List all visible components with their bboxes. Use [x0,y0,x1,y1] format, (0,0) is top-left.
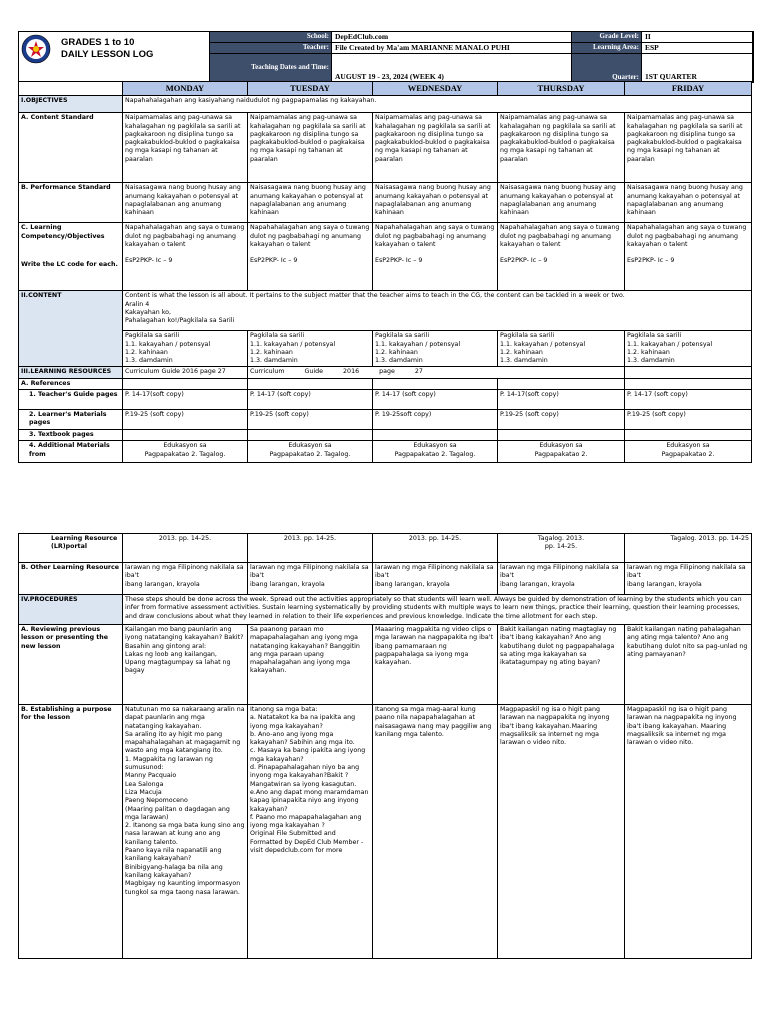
teacher-guide-cell: P. 14-17 (soft copy) [373,390,498,410]
dates-label: Teaching Dates and Time: [210,53,332,82]
establishing-label: B. Establishing a purpose for the lesson [19,705,123,959]
lc-code-note: Write the LC code for each. [21,260,118,268]
additional-materials-cell: Edukasyon sa Pagpapakatao 2. [498,441,625,463]
quarter-value: 1ST QUARTER [642,53,754,82]
header-title-line2: DAILY LESSON LOG [61,48,154,60]
content-topic-cell: Pagkilala sa sarili 1.1. kakayahan / potensyal 1.2. kahinaan 1.3. damdamin [248,331,373,367]
content-topic-cell: Pagkilala sa sarili 1.1. kakayahan / potensyal 1.2. kahinaan 1.3. damdamin [123,331,248,367]
content-topic-cell: Pagkilala sa sarili 1.1. kakayahan / potensyal 1.2. kahinaan 1.3. damdamin [625,331,752,367]
header-info-table [209,31,754,83]
content-standard-label: A. Content Standard [19,113,123,183]
procedures-text: These steps should be done across the week. Spread out the activities appropriately so that students will learn well. Always be guided by demonstration of learning by the students which you can infer from formative assessment activities. Sustain learning systematically by providing students with multiple ways to learn new things, practice their learning, question their learning processes, and draw conclusions about what they learned in relation to their life experiences and previous knowledge. Indicate the time allotment for each step. [123,595,752,625]
procedures-label: IV.PROCEDURES [19,595,123,625]
references-label: A. References [19,378,123,389]
competency-cell: Napahahalagahan ang saya o tuwang dulot ng pagbabahagi ng anumang kakayahan o talent EsP2PKP- Ic – 9 [625,223,752,291]
learner-materials-cell: P.19-25 (soft copy) [123,410,248,430]
learner-materials-cell: P. 19-25soft copy) [373,410,498,430]
performance-standard-cell: Naisasagawa nang buong husay ang anumang kakayahan o potensyal at napaglalabanan ang anumang kahinaan [248,183,373,223]
establishing-cell: Magpapaskil ng isa o higit pang larawan na nagpapakita ng inyong iba't ibang kakayahan.Maaring magsaliksik sa internet ng mga larawan o video nito. [498,705,625,959]
content-topic-cell: Pagkilala sa sarili 1.1. kakayahan / potensyal 1.2. kahinaan 1.3. damdamin [373,331,498,367]
lr-portal-cell: Tagalog. 2013. pp. 14-25 [625,534,752,563]
day-header-tuesday: TUESDAY [248,82,373,96]
additional-materials-cell: Edukasyon sa Pagpapakatao 2. Tagalog. [248,441,373,463]
teacher-guide-cell: P. 14-17 (soft copy) [625,390,752,410]
resources-text: Curriculum Guide 2016 page 27 [123,367,248,378]
performance-standard-cell: Naisasagawa nang buong husay ang anumang kakayahan o potensyal at napaglalabanan ang anumang kahinaan [123,183,248,223]
competency-cell: Napahahalagahan ang saya o tuwang dulot ng pagbabahagi ng anumang kakayahan o talent EsP2PKP- Ic – 9 [248,223,373,291]
competency-cell: Napahahalagahan ang saya o tuwang dulot ng pagbabahagi ng anumang kakayahan o talent EsP2PKP- Ic – 9 [373,223,498,291]
content-standard-cell: Naipamamalas ang pag-unawa sa kahalagahan ng pagkilala sa sarili at pagkakaroon ng disiplina tungo sa pagkakabuklod-buklod o pagkakaisa ng mga kasapi ng tahanan at paaralan [248,113,373,183]
lesson-log-table-1 [18,81,752,463]
additional-materials-cell: Edukasyon sa Pagpapakatao 2. Tagalog. [123,441,248,463]
performance-standard-label: B. Performance Standard [19,183,123,223]
reviewing-cell: Kailangan mo bang paunlarin ang iyong natatanging kakayahan? Bakit? Basahin ang gintong aral: Lakas ng loob ang kailangan, Upang magtagumpay sa lahat ng bagay [123,625,248,705]
reviewing-cell: Sa paanong paraan mo mapapahalagahan ang iyong mga natatanging kakayahan? Banggitin ang mga paraan upang mapahalagahan ang iyong mga kakayahan. [248,625,373,705]
lr-portal-cell: Tagalog. 2013. pp. 14-25. [498,534,625,563]
performance-standard-cell: Naisasagawa nang buong husay ang anumang kakayahan o potensyal at napaglalabanan ang anumang kahinaan [373,183,498,223]
reviewing-label: A. Reviewing previous lesson or presenting the new lesson [19,625,123,705]
resources-text-2: Curriculum Guide 2016 page 27 [248,367,625,378]
textbook-label: 3. Textbook pages [19,430,123,441]
quarter-label: Quarter: [572,53,642,82]
lr-portal-label: Learning Resource (LR)portal [19,534,123,563]
content-text: Content is what the lesson is all about. It pertains to the subject matter that the teacher aims to teach in the CG, the content can be tackled in a week or two. Aralin 4 Kakayahan ko, Pahalagahan ko!/Pagkilala sa Sarili [123,291,752,331]
teacher-guide-cell: P. 14-17 (soft copy) [248,390,373,410]
additional-materials-cell: Edukasyon sa Pagpapakatao 2. Tagalog. [373,441,498,463]
lr-portal-cell: 2013. pp. 14-25. [373,534,498,563]
establishing-cell: Itanong sa mga bata: a. Natatakot ka ba na ipakita ang iyong mga kakayahan? b. Ano-ano ang iyong mga kakayahan? Sabihin ang mga ito. c. Masaya ka bang ipakita ang iyong mga kakayahan? d. Pinapapahalagahan niyo ba ang inyong mga kakayahan?Bakit ? Mangatwiran sa iyong kasagutan. e.Ano ang dapat mong maramdaman kapag ipinapakita niyo ang inyong kakayahan? f. Paano mo mapapahalagahan ang iyong mga kakayahan ? Original File Submitted and Formatted by DepEd Club Member - visit depedclub.com for more [248,705,373,959]
grade-value: II [642,32,754,43]
lesson-log-table-2 [18,533,752,959]
establishing-cell: Magpapaskil ng isa o higit pang larawan na nagpapakita ng inyong iba't ibang kakayahan. Maaring magsaliksik sa internet ng mga larawan o video nito. [625,705,752,959]
day-header-thursday: THURSDAY [498,82,625,96]
other-resources-label: B. Other Learning Resource [19,563,123,595]
teacher-value: File Created by Ma'am MARIANNE MANALO PUHI [332,42,572,53]
grade-label: Grade Level: [572,32,642,43]
area-label: Learning Area: [572,42,642,53]
learner-materials-cell: P.19-25 (soft copy) [625,410,752,430]
teacher-guide-label: 1. Teacher's Guide pages [19,390,123,410]
competency-cell: Napahahalagahan ang saya o tuwang dulot ng pagbabahagi ng anumang kakayahan o talent EsP2PKP- Ic – 9 [123,223,248,291]
content-standard-cell: Naipamamalas ang pag-unawa sa kahalagahan ng pagkilala sa sarili at pagkakaroon ng disiplina tungo sa pagkakabuklod-buklod o pagkakaisa ng mga kasapi ng tahanan at paaralan [625,113,752,183]
other-resources-cell: larawan ng mga Filipinong nakilala sa iba't ibang larangan, krayola [498,563,625,595]
learner-materials-label: 2. Learner's Materials pages [19,410,123,430]
reviewing-cell: Bakit kailangan nating pahalagahan ang ating mga talento? Ano ang kabutihang dulot nito sa pag-unlad ng ating pamayanan? [625,625,752,705]
content-topic-cell: Pagkilala sa sarili 1.1. kakayahan / potensyal 1.2. kahinaan 1.3. damdamin [498,331,625,367]
content-standard-cell: Naipamamalas ang pag-unawa sa kahalagahan ng pagkilala sa sarili at pagkakaroon ng disiplina tungo sa pagkakabuklod-buklod o pagkakaisa ng mga kasapi ng tahanan at paaralan [123,113,248,183]
teacher-guide-cell: P. 14-17(soft copy) [123,390,248,410]
dates-value: AUGUST 19 - 23, 2024 (WEEK 4) [332,53,572,82]
resources-empty [625,367,752,378]
header-title-line1: GRADES 1 to 10 [61,37,135,48]
day-header-friday: FRIDAY [625,82,752,96]
other-resources-cell: larawan ng mga Filipinong nakilala sa iba't ibang larangan, krayola [248,563,373,595]
establishing-cell: Natutunan mo sa nakaraang aralin na dapat paunlarin ang mga natatanging kakayahan. Sa araling ito ay higit mo pang mapahahalagahan at magagamit ng wasto ang mga katangiang ito. 1. Magpakita ng larawan ng sumusunod: Manny Pacquaio Lea Salonga Liza Macuja Paeng Nepomoceno (Maaring palitan o dagdagan ang mga larawan) 2. Itanong sa mga bata kung sino ang nasa larawan at kung ano ang kanilang talento. Paano kaya nila napanatili ang kanilang kakayahan? Binibigyang-halaga ba nila ang kanilang kakayahan? Magbigay ng kaunting impormasyon tungkol sa mga taong nasa larawan. [123,705,248,959]
other-resources-cell: larawan ng mga Filipinong nakilala sa iba't ibang larangan, krayola [373,563,498,595]
other-resources-cell: larawan ng mga Filipinong nakilala sa iba't ibang larangan, krayola [123,563,248,595]
day-header-wednesday: WEDNESDAY [373,82,498,96]
competency-label: C. Learning Competency/Objectives [21,224,105,240]
header-block [18,31,753,83]
learner-materials-cell: P.19-25 (soft copy) [498,410,625,430]
reviewing-cell: Maaaring magpakita ng video clips o mga larawan na nagpapakita ng iba't ibang pamamaraan ng pagpapahalaga sa iyong mga kakayahan. [373,625,498,705]
content-standard-cell: Naipamamalas ang pag-unawa sa kahalagahan ng pagkilala sa sarili at pagkakaroon ng disiplina tungo sa pagkakabuklod-buklod o pagkakaisa ng mga kasapi ng tahanan at paaralan [373,113,498,183]
teacher-label: Teacher: [210,42,332,53]
content-standard-cell: Naipamamalas ang pag-unawa sa kahalagahan ng pagkilala sa sarili at pagkakaroon ng disiplina tungo sa pagkakabuklod-buklod o pagkakaisa ng mga kasapi ng tahanan at paaralan [498,113,625,183]
additional-materials-label: 4. Additional Materials from [19,441,123,463]
reviewing-cell: Bakit kailangan nating magtaglay ng iba't ibang kakayahan? Ano ang kabutihang dulot ng pagpapahalaga sa ating mga kakayahan sa ikatatagumpay ng ating bayan? [498,625,625,705]
objectives-label: I.OBJECTIVES [19,96,123,113]
day-header-monday: MONDAY [123,82,248,96]
school-label: School: [210,32,332,43]
performance-standard-cell: Naisasagawa nang buong husay ang anumang kakayahan o potensyal at napaglalabanan ang anumang kahinaan [498,183,625,223]
objectives-text: Napahahalagahan ang kasiyahang naidudulot ng pagpapamalas ng kakayahan. [123,96,752,113]
school-value: DepEdClub.com [332,32,572,43]
learner-materials-cell: P.19-25 (soft copy) [248,410,373,430]
establishing-cell: Itanong sa mga mag-aaral kung paano nila napapahalagahan at naisasagawa nang may paggiliw ang kanilang mga talento. [373,705,498,959]
additional-materials-cell: Edukasyon sa Pagpapakatao 2. [625,441,752,463]
area-value: ESP [642,42,754,53]
lr-portal-cell: 2013. pp. 14-25. [123,534,248,563]
teacher-guide-cell: P. 14-17(soft copy) [498,390,625,410]
lr-portal-cell: 2013. pp. 14-25. [248,534,373,563]
deped-seal-logo-icon [21,34,51,64]
performance-standard-cell: Naisasagawa nang buong husay ang anumang kakayahan o potensyal at napaglalabanan ang anumang kahinaan [625,183,752,223]
other-resources-cell: larawan ng mga Filipinong nakilala sa iba't ibang larangan, krayola [625,563,752,595]
day-header-blank [19,82,123,96]
content-label: II.CONTENT [19,291,123,367]
resources-label: III.LEARNING RESOURCES [19,367,123,378]
competency-cell: Napahahalagahan ang saya o tuwang dulot ng pagbabahagi ng anumang kakayahan o talent EsP2PKP- Ic – 9 [498,223,625,291]
